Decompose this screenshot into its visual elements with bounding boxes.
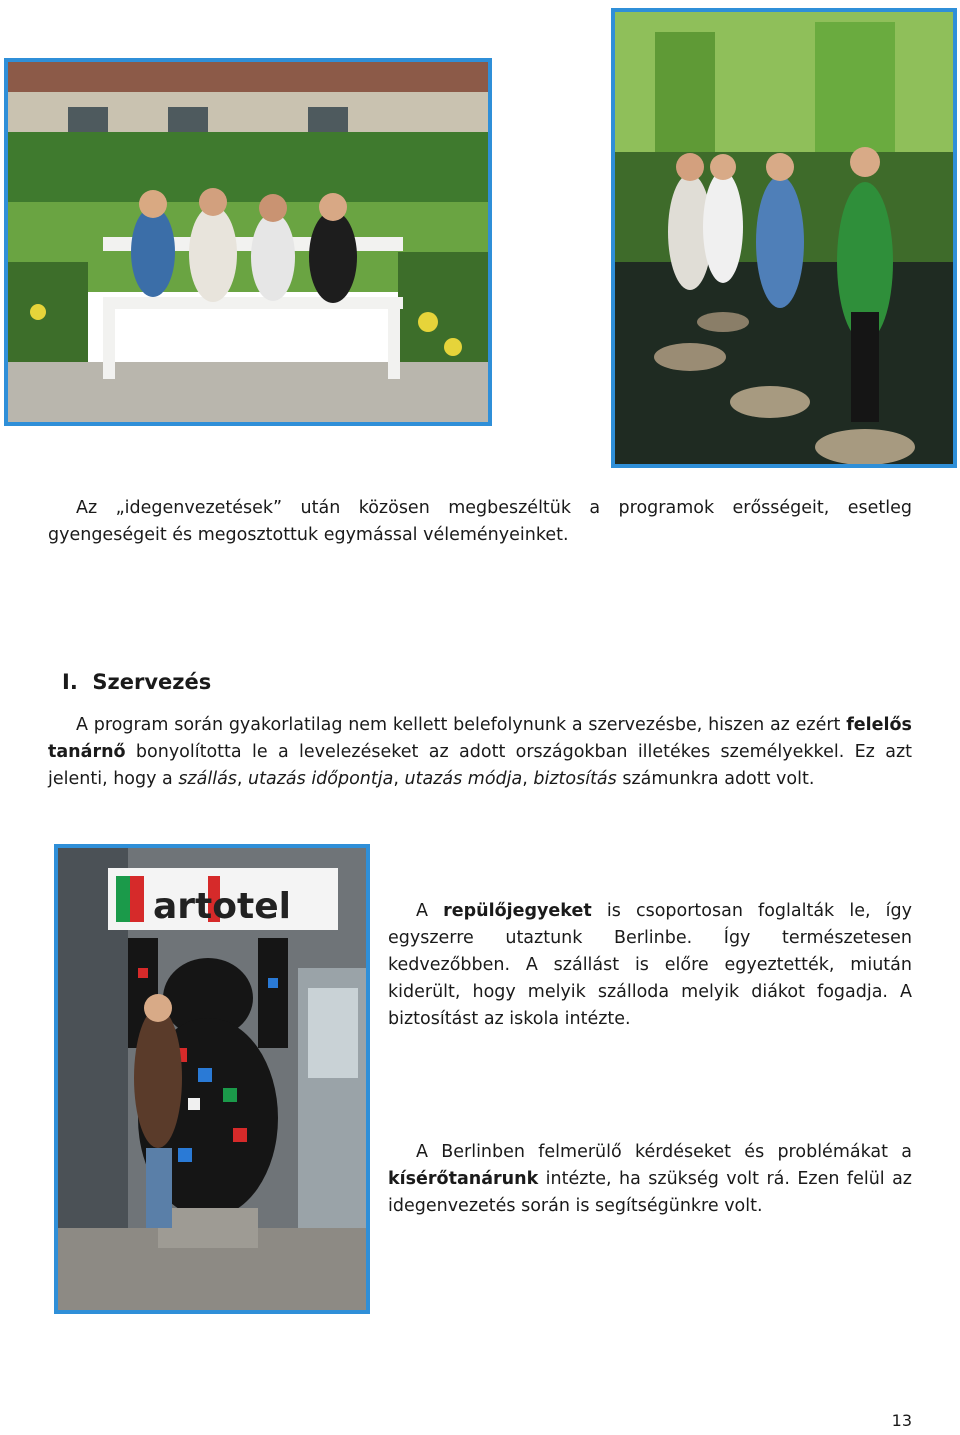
organization-paragraph (48, 712, 912, 793)
photo-stepping-stones (611, 8, 957, 468)
organization-text-1: A program során gyakorlatilag nem kellett belefolynunk a szervezésbe, hiszen az ezért (76, 715, 841, 735)
flight-tickets-bold: repülőjegyeket (443, 901, 592, 921)
separator: , (522, 769, 534, 789)
photo-bear-statue (54, 844, 370, 1314)
section-heading (62, 670, 211, 694)
organization-text-2: bonyolította le a levelezéseket az adott országokban illetékes személyekkel. Ez azt jelenti, hogy a (48, 742, 912, 789)
section-title: Szervezés (92, 670, 212, 694)
organization-text-3: számunkra adott volt. (616, 769, 815, 789)
term-accommodation: szállás (178, 769, 237, 789)
separator: , (393, 769, 405, 789)
artotel-sign-text: artotel (153, 886, 291, 927)
flights-text-a: A (416, 901, 444, 921)
escort-teacher-bold: kísérőtanárunk (388, 1169, 539, 1189)
flights-paragraph (388, 898, 912, 1033)
section-number: I. (62, 670, 78, 694)
flights-text-b: is csoportosan foglalták le, így egyszerre utaztunk Berlinbe. Így természetesen kedvezőbben. A szállást is előre egyeztették, miután kiderült, hogy melyik szálloda melyik diákot fogadja. A biztosítást az iskola intézte. (388, 901, 912, 1029)
questions-text-b: intézte, ha szükség volt rá. Ezen felül az idegenvezetés során is segítségünkre volt. (388, 1169, 912, 1216)
term-travel-date: utazás időpontja (248, 769, 394, 789)
term-insurance: biztosítás (533, 769, 617, 789)
intro-paragraph: Az „idegenvezetések” után közösen megbeszéltük a programok erősségeit, esetleg gyengeségeit és megosztottuk egymással véleményeinket. (48, 498, 912, 545)
photo-group-bench (4, 58, 492, 426)
term-travel-mode: utazás módja (404, 769, 523, 789)
responsible-teacher-bold: felelős tanárnő (48, 715, 912, 762)
questions-text-a: A Berlinben felmerülő kérdéseket és problémákat a (416, 1142, 912, 1162)
separator: , (236, 769, 249, 789)
page-number: 13 (891, 1411, 912, 1430)
questions-paragraph (388, 1139, 912, 1220)
